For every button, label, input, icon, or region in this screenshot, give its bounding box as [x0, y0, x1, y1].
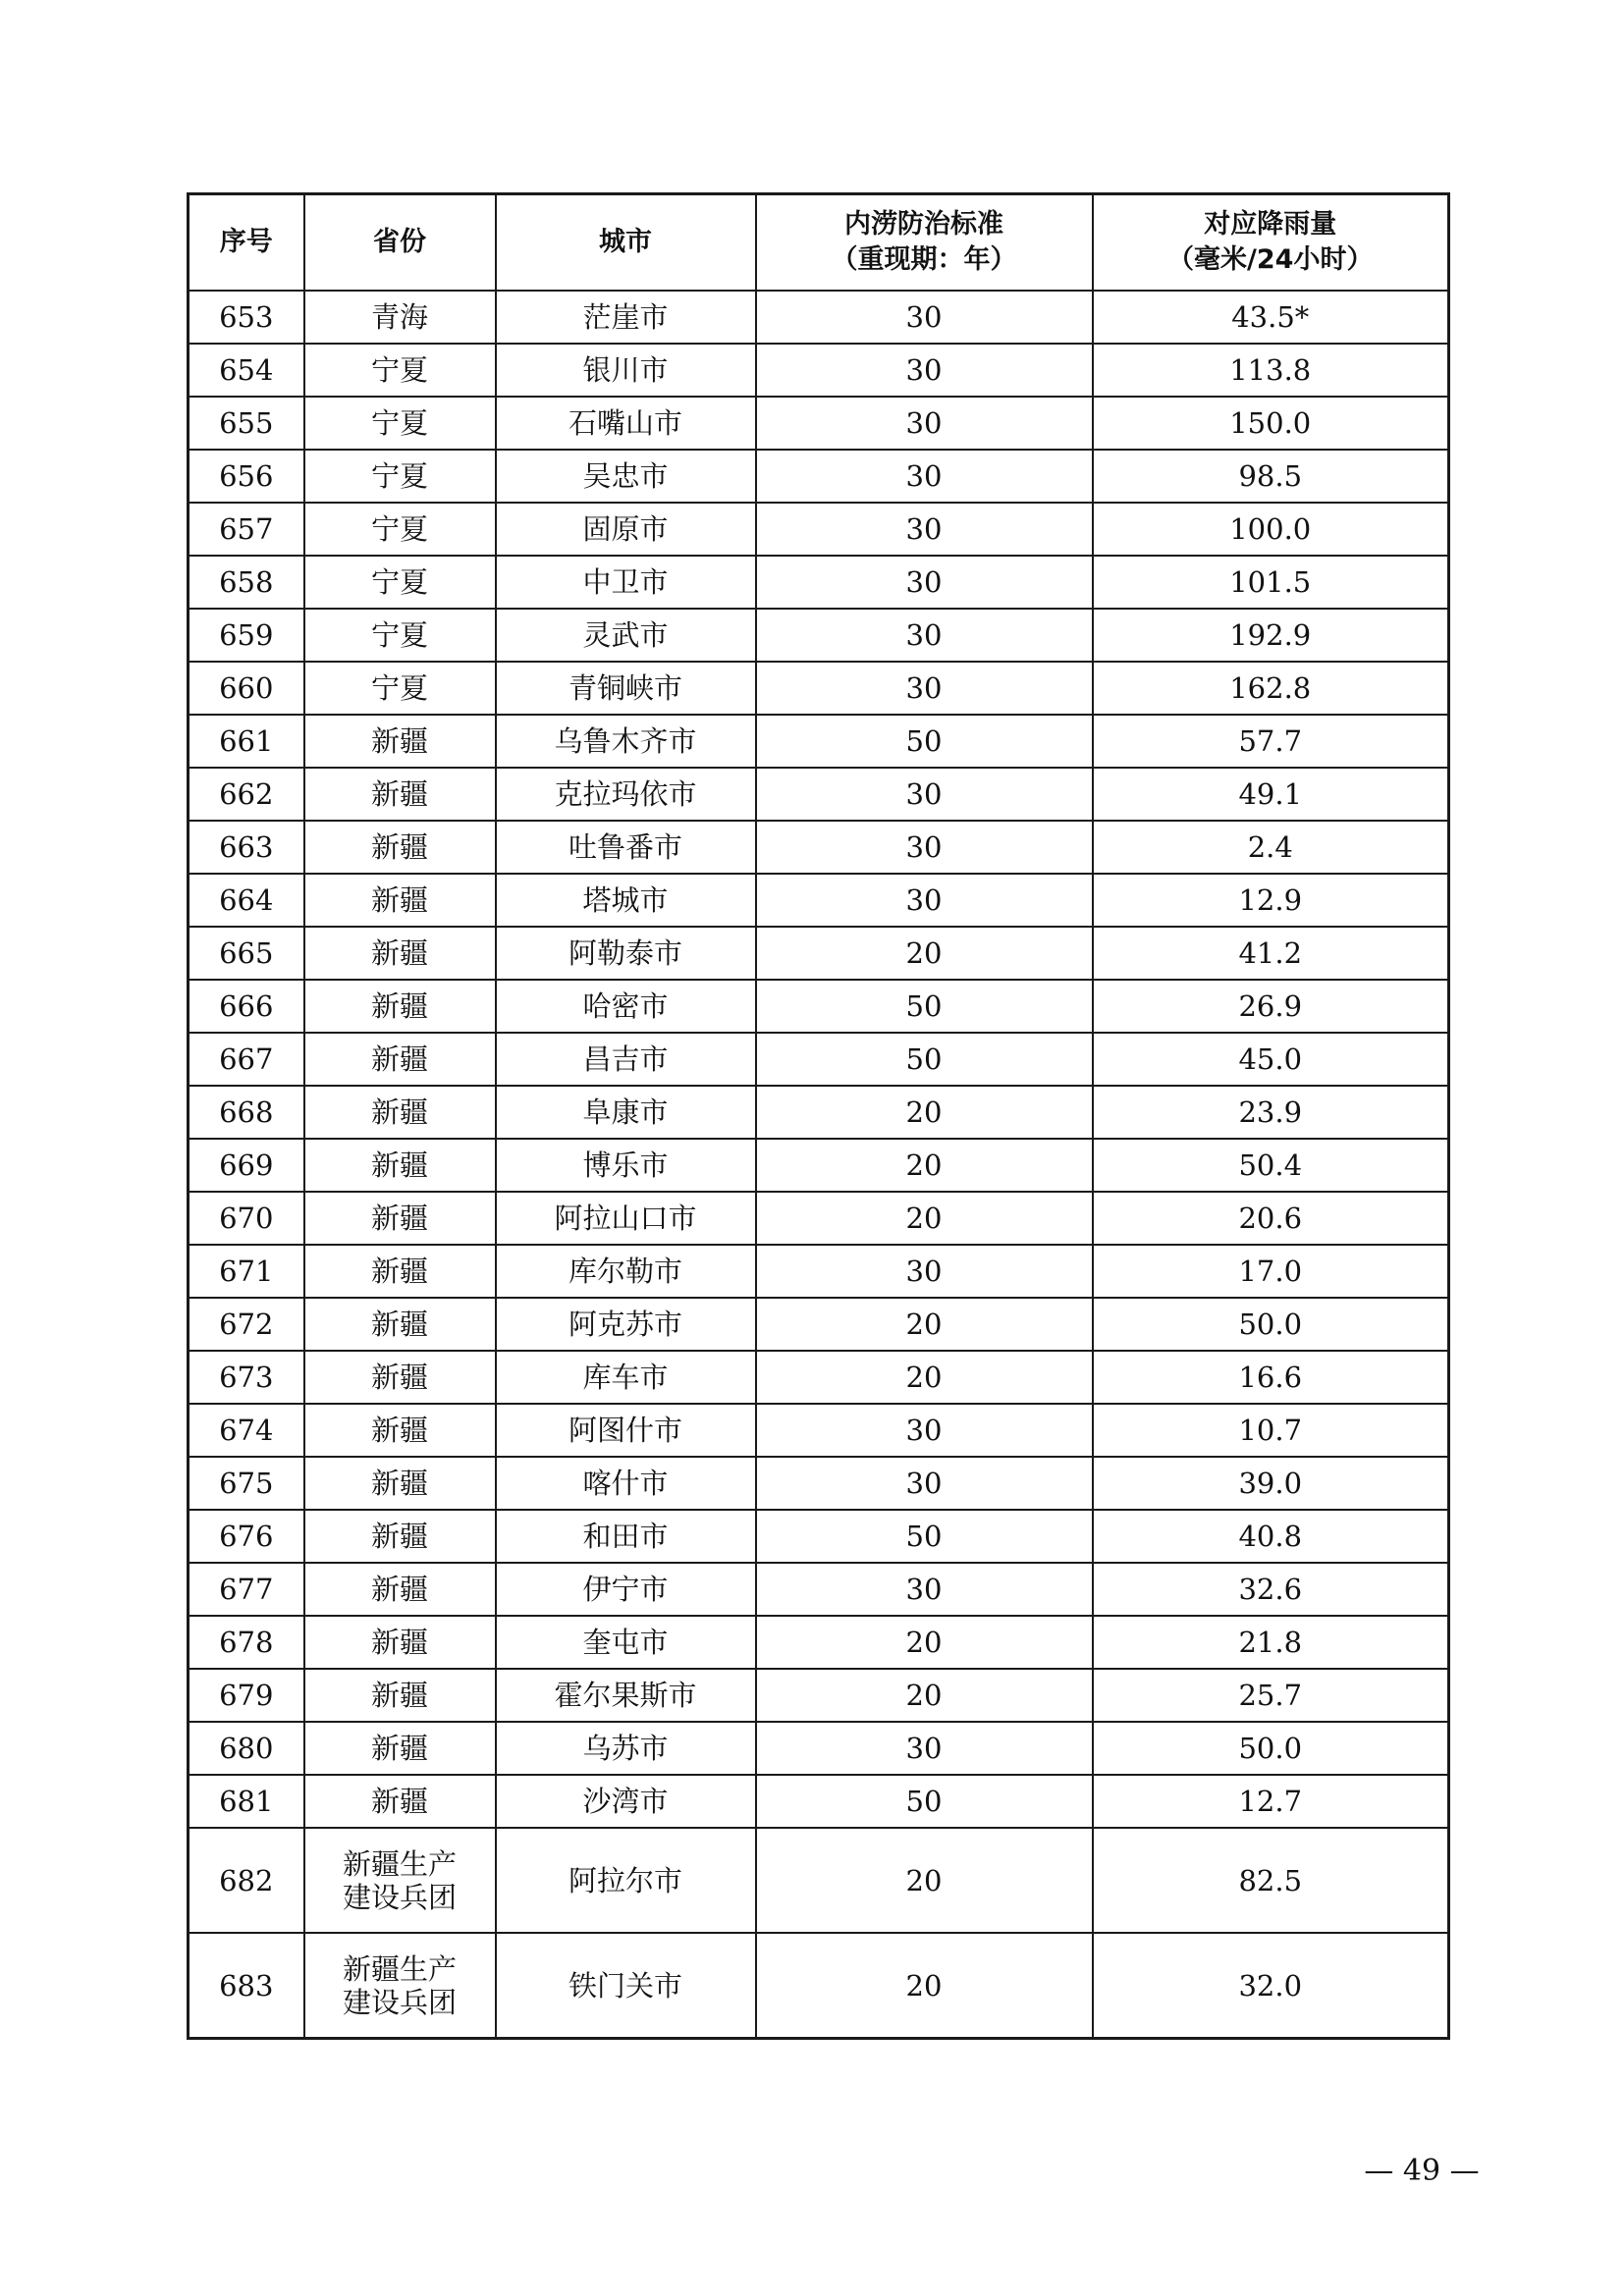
cell-province: 新疆 [304, 1669, 496, 1722]
cell-province: 新疆 [304, 1510, 496, 1563]
table-row [189, 1139, 1449, 1192]
cell-city: 喀什市 [496, 1457, 756, 1510]
cell-province: 青海 [304, 291, 496, 344]
header-standard-line1: 内涝防治标准 [844, 209, 1003, 240]
cell-index: 672 [189, 1298, 304, 1351]
cell-rainfall: 50.0 [1093, 1298, 1449, 1351]
cell-province: 宁夏 [304, 609, 496, 662]
header-rainfall-line1: 对应降雨量 [1204, 209, 1337, 240]
cell-rainfall: 2.4 [1093, 821, 1449, 874]
cell-province-line1: 新疆生产 [342, 1951, 457, 1986]
cell-index: 682 [189, 1828, 304, 1933]
cell-rainfall: 16.6 [1093, 1351, 1449, 1404]
cell-city: 石嘴山市 [496, 397, 756, 450]
cell-city: 茫崖市 [496, 291, 756, 344]
cell-city: 阿拉尔市 [496, 1828, 756, 1933]
cell-rainfall: 49.1 [1093, 768, 1449, 821]
cell-province: 新疆 [304, 1033, 496, 1086]
cell-standard: 30 [756, 450, 1093, 503]
cell-city: 阿图什市 [496, 1404, 756, 1457]
cell-standard: 30 [756, 1563, 1093, 1616]
cell-standard: 30 [756, 821, 1093, 874]
table-row [189, 291, 1449, 344]
cell-city: 奎屯市 [496, 1616, 756, 1669]
cell-standard: 30 [756, 344, 1093, 397]
table-row [189, 1298, 1449, 1351]
table-row [189, 609, 1449, 662]
cell-province: 新疆 [304, 1722, 496, 1775]
cell-index: 655 [189, 397, 304, 450]
table-row [189, 1192, 1449, 1245]
cell-standard: 30 [756, 1457, 1093, 1510]
table-row [189, 1775, 1449, 1828]
cell-rainfall: 50.0 [1093, 1722, 1449, 1775]
cell-province: 新疆 [304, 1192, 496, 1245]
cell-city: 固原市 [496, 503, 756, 556]
cell-province: 新疆 [304, 1404, 496, 1457]
table-row [189, 503, 1449, 556]
cell-province-line2: 建设兵团 [342, 1985, 457, 2019]
cell-city: 铁门关市 [496, 1933, 756, 2039]
cell-index: 662 [189, 768, 304, 821]
cell-standard: 30 [756, 1404, 1093, 1457]
cell-standard: 20 [756, 1139, 1093, 1192]
cell-standard: 50 [756, 980, 1093, 1033]
table-row [189, 874, 1449, 927]
cell-index: 663 [189, 821, 304, 874]
table-row [189, 1404, 1449, 1457]
cell-rainfall: 82.5 [1093, 1828, 1449, 1933]
cell-city: 阿拉山口市 [496, 1192, 756, 1245]
header-rainfall [1093, 194, 1449, 292]
cell-standard: 30 [756, 397, 1093, 450]
cell-city: 阜康市 [496, 1086, 756, 1139]
cell-province: 宁夏 [304, 397, 496, 450]
cell-index: 656 [189, 450, 304, 503]
cell-city: 塔城市 [496, 874, 756, 927]
cell-standard: 30 [756, 609, 1093, 662]
table-row [189, 1033, 1449, 1086]
header-index: 序号 [189, 194, 304, 292]
cell-rainfall: 20.6 [1093, 1192, 1449, 1245]
table-body [189, 291, 1449, 2039]
cell-city: 和田市 [496, 1510, 756, 1563]
cell-index: 671 [189, 1245, 304, 1298]
cell-standard: 30 [756, 1245, 1093, 1298]
cell-index: 677 [189, 1563, 304, 1616]
cell-standard: 20 [756, 1086, 1093, 1139]
cell-rainfall: 40.8 [1093, 1510, 1449, 1563]
cell-standard: 30 [756, 768, 1093, 821]
cell-index: 681 [189, 1775, 304, 1828]
cell-city: 中卫市 [496, 556, 756, 609]
cell-rainfall: 25.7 [1093, 1669, 1449, 1722]
cell-standard: 20 [756, 927, 1093, 980]
cell-index: 654 [189, 344, 304, 397]
cell-index: 668 [189, 1086, 304, 1139]
cell-city: 乌鲁木齐市 [496, 715, 756, 768]
table-row [189, 1351, 1449, 1404]
cell-city: 阿克苏市 [496, 1298, 756, 1351]
table-row [189, 927, 1449, 980]
cell-province: 新疆 [304, 715, 496, 768]
cell-index: 675 [189, 1457, 304, 1510]
cell-city: 沙湾市 [496, 1775, 756, 1828]
header-city: 城市 [496, 194, 756, 292]
cell-province: 新疆 [304, 1563, 496, 1616]
cell-province: 新疆 [304, 927, 496, 980]
header-province: 省份 [304, 194, 496, 292]
cell-index: 658 [189, 556, 304, 609]
cell-rainfall: 23.9 [1093, 1086, 1449, 1139]
table-row [189, 344, 1449, 397]
table-row [189, 980, 1449, 1033]
cell-city: 库车市 [496, 1351, 756, 1404]
cell-rainfall: 32.6 [1093, 1563, 1449, 1616]
table-row [189, 556, 1449, 609]
cell-province: 宁夏 [304, 662, 496, 715]
cell-province [304, 1933, 496, 2039]
cell-index: 676 [189, 1510, 304, 1563]
table-row [189, 1616, 1449, 1669]
cell-standard: 50 [756, 715, 1093, 768]
table-row [189, 1722, 1449, 1775]
table-row [189, 1245, 1449, 1298]
header-rainfall-line2: （毫米/24小时） [1167, 244, 1374, 275]
cell-index: 680 [189, 1722, 304, 1775]
cell-standard: 30 [756, 503, 1093, 556]
cell-standard: 20 [756, 1351, 1093, 1404]
cell-index: 679 [189, 1669, 304, 1722]
cell-standard: 30 [756, 662, 1093, 715]
cell-city: 吐鲁番市 [496, 821, 756, 874]
page-number: — 49 — [1364, 2154, 1480, 2188]
cell-city: 克拉玛依市 [496, 768, 756, 821]
cell-standard: 20 [756, 1192, 1093, 1245]
cell-standard: 30 [756, 291, 1093, 344]
cell-rainfall: 162.8 [1093, 662, 1449, 715]
cell-province: 新疆 [304, 874, 496, 927]
cell-rainfall: 39.0 [1093, 1457, 1449, 1510]
cell-province [304, 1828, 496, 1933]
cell-city: 博乐市 [496, 1139, 756, 1192]
cell-index: 683 [189, 1933, 304, 2039]
cell-rainfall: 150.0 [1093, 397, 1449, 450]
cell-index: 661 [189, 715, 304, 768]
cell-rainfall: 26.9 [1093, 980, 1449, 1033]
table-row [189, 662, 1449, 715]
cell-rainfall: 98.5 [1093, 450, 1449, 503]
cell-standard: 50 [756, 1510, 1093, 1563]
cell-index: 665 [189, 927, 304, 980]
table-row [189, 1457, 1449, 1510]
cell-index: 674 [189, 1404, 304, 1457]
cell-standard: 30 [756, 1722, 1093, 1775]
cell-rainfall: 57.7 [1093, 715, 1449, 768]
cell-city: 伊宁市 [496, 1563, 756, 1616]
table-row [189, 1510, 1449, 1563]
cell-rainfall: 41.2 [1093, 927, 1449, 980]
cell-rainfall: 192.9 [1093, 609, 1449, 662]
cell-city: 灵武市 [496, 609, 756, 662]
cell-index: 659 [189, 609, 304, 662]
cell-standard: 50 [756, 1033, 1093, 1086]
table-row [189, 821, 1449, 874]
cell-index: 678 [189, 1616, 304, 1669]
cell-index: 660 [189, 662, 304, 715]
cell-index: 670 [189, 1192, 304, 1245]
header-standard-line2: （重现期：年） [831, 244, 1017, 275]
table-row [189, 1933, 1449, 2039]
cell-province: 新疆 [304, 1139, 496, 1192]
cell-index: 673 [189, 1351, 304, 1404]
cell-city: 霍尔果斯市 [496, 1669, 756, 1722]
cell-rainfall: 43.5* [1093, 291, 1449, 344]
table-row [189, 715, 1449, 768]
table-row [189, 1086, 1449, 1139]
cell-standard: 20 [756, 1669, 1093, 1722]
cell-standard: 20 [756, 1298, 1093, 1351]
cell-index: 667 [189, 1033, 304, 1086]
cell-province-line1: 新疆生产 [342, 1846, 457, 1881]
cell-city: 银川市 [496, 344, 756, 397]
table-row [189, 768, 1449, 821]
cell-standard: 20 [756, 1933, 1093, 2039]
cell-city: 库尔勒市 [496, 1245, 756, 1298]
cell-province: 新疆 [304, 1245, 496, 1298]
cell-rainfall: 12.7 [1093, 1775, 1449, 1828]
cell-standard: 30 [756, 874, 1093, 927]
table-row [189, 1828, 1449, 1933]
cell-rainfall: 101.5 [1093, 556, 1449, 609]
cell-standard: 20 [756, 1616, 1093, 1669]
cell-province-line2: 建设兵团 [342, 1880, 457, 1914]
cell-rainfall: 45.0 [1093, 1033, 1449, 1086]
cell-province: 新疆 [304, 768, 496, 821]
cell-rainfall: 12.9 [1093, 874, 1449, 927]
cell-city: 哈密市 [496, 980, 756, 1033]
table-row [189, 450, 1449, 503]
table-header-row [189, 194, 1449, 292]
cell-rainfall: 100.0 [1093, 503, 1449, 556]
cell-province: 新疆 [304, 821, 496, 874]
cell-province: 宁夏 [304, 450, 496, 503]
cell-province: 新疆 [304, 980, 496, 1033]
table-row [189, 397, 1449, 450]
table-row [189, 1669, 1449, 1722]
cell-standard: 20 [756, 1828, 1093, 1933]
cell-province: 宁夏 [304, 556, 496, 609]
cell-city: 昌吉市 [496, 1033, 756, 1086]
cell-rainfall: 32.0 [1093, 1933, 1449, 2039]
cell-city: 阿勒泰市 [496, 927, 756, 980]
cell-index: 653 [189, 291, 304, 344]
table-row [189, 1563, 1449, 1616]
cell-rainfall: 10.7 [1093, 1404, 1449, 1457]
cell-province: 新疆 [304, 1351, 496, 1404]
cell-city: 乌苏市 [496, 1722, 756, 1775]
cell-index: 666 [189, 980, 304, 1033]
header-standard [756, 194, 1093, 292]
cell-index: 669 [189, 1139, 304, 1192]
cell-province: 新疆 [304, 1457, 496, 1510]
cell-rainfall: 50.4 [1093, 1139, 1449, 1192]
cell-city: 青铜峡市 [496, 662, 756, 715]
cell-province: 新疆 [304, 1086, 496, 1139]
cell-province: 宁夏 [304, 344, 496, 397]
document-table-container [187, 192, 1447, 2040]
cell-standard: 50 [756, 1775, 1093, 1828]
cell-province: 新疆 [304, 1298, 496, 1351]
cell-province: 新疆 [304, 1775, 496, 1828]
cell-index: 664 [189, 874, 304, 927]
cell-rainfall: 21.8 [1093, 1616, 1449, 1669]
rainfall-standards-table [187, 192, 1450, 2040]
cell-city: 吴忠市 [496, 450, 756, 503]
cell-province: 宁夏 [304, 503, 496, 556]
cell-rainfall: 113.8 [1093, 344, 1449, 397]
cell-index: 657 [189, 503, 304, 556]
cell-standard: 30 [756, 556, 1093, 609]
cell-province: 新疆 [304, 1616, 496, 1669]
cell-rainfall: 17.0 [1093, 1245, 1449, 1298]
